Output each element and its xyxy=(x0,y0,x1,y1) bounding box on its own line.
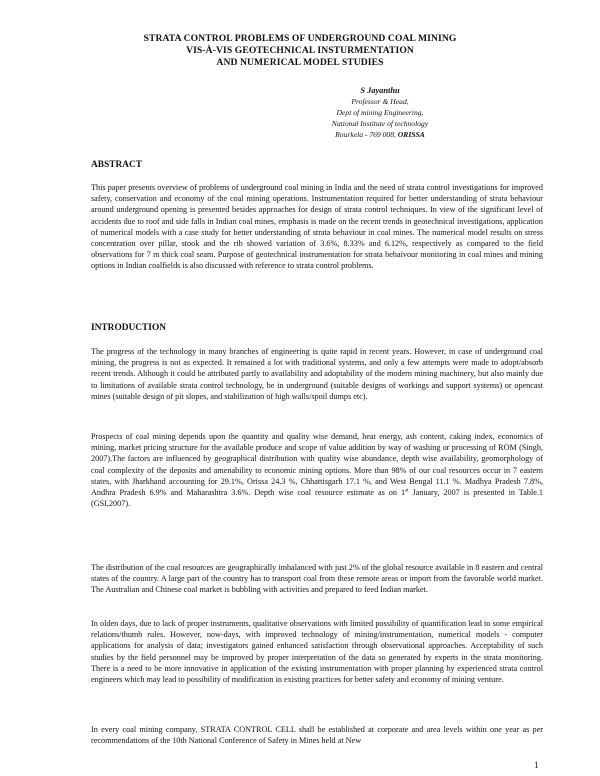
title-line-1: STRATA CONTROL PROBLEMS OF UNDERGROUND COAL MINING xyxy=(143,33,457,44)
author-state: ORISSA xyxy=(397,130,425,139)
intro-paragraph-5: In every coal mining company, STRATA CONTROL CELL shall be established at corporate and area levels within one year as per recommendations of the 10th National Conference of Safety in Mines held at New xyxy=(91,725,543,746)
author-position: Professor & Head, xyxy=(351,97,409,106)
introduction-heading: INTRODUCTION xyxy=(91,323,167,333)
author-city: Rourkela - 769 008, xyxy=(335,130,398,139)
author-department: Dept of mining Engineering, xyxy=(336,108,424,117)
author-name: S Jayanthu xyxy=(360,86,400,95)
author-institute: National Institute of technology xyxy=(331,119,429,128)
superscript-st: st xyxy=(405,488,409,494)
title-line-3: AND NUMERICAL MODEL STUDIES xyxy=(216,57,384,68)
abstract-text: This paper presents overview of problems of underground coal mining in India and the need of strata control investigations for improved safety, conservation and economy of the coal mining operations. Instrumentation required for better understanding of strata behaviour around underground opening is presented besides approaches for design of strata control techniques. In view of the significant level of accidents due to roof and side falls in Indian coal mines, emphasis is made on the recent trends in geotechnical investigations, application of numerical models with a case study for better understanding of strata behaviour in coal mines. The numerical model results on stress concentration over pillar, stook and the rib showed variation of 3.6%, 8.33% and 6.12%, respectively as compared to the field observations for 7 m thick coal seam. Purpose of geotechnical instrumentation for strata behaivour monitoring in coal mines and mining options in Indian coalfields is also discussed with reference to strata control problems. xyxy=(91,183,543,271)
author-block xyxy=(280,85,480,140)
page-number: 1 xyxy=(534,760,539,770)
intro-paragraph-1: The progress of the technology in many branches of engineering is quite rapid in recent years. However, in case of underground coal mining, the progress is not as expected. It remained a lot with traditional systems, and only a few attempts were made to adopt/absorb recent trends. Although it could be attributed partly to availability and adoptability of the modern mining machinery, but also mainly due to limitations of available strata control technology, be in underground (suitable designs of workings and support systems) or opencast mines (suitable design of pit slopes, and stabilization of high walls/spoil dumps etc). xyxy=(91,347,543,401)
abstract-heading: ABSTRACT xyxy=(91,160,143,170)
intro-paragraph-2 xyxy=(91,431,543,509)
intro-paragraph-4: In olden days, due to lack of proper instruments, qualitative observations with limited possibility of quantification lead to some empirical relations/thumb rules. However, now-days, with improved technology of mining/instrumentation, numerical models - computer applications for analysis of data; investigators gained enhanced satisfaction through observational approaches. Acceptability of such studies by the field personnel may be improved by proper interpretation of the data so generated by experts in the strata monitoring. There is a need to be more innovative in application of the existing instrumentation with proper planning by experienced strata control engineers which may lead to possibility of modification in existing practices for better safety and economy of mining venture. xyxy=(91,619,543,685)
intro-paragraph-2-main: Prospects of coal mining depends upon the quantity and quality wise demand, heat energy, ash content, caking index, economics of mining, market pricing structure for the available produce and scope of value addition by way of washing or processing of ROM (Singh, 2007).The factors are influenced by geographical distribution with quality wise abundance, depth wise availability, geomorphology of coal complexity of the deposits and amenability to economic mining options. More than 98% of our coal resources occur in 7 eastern states, with Jharkhand accounting for 29.1%, Orissa 24.3 %, Chhattisgarh 17.1 %, and West Bengal 11.1 %. Madhya Pradesh 7.8%, Andhra Pradesh 6.9% and Maharashtra 3.6%. Depth wise coal resource estimate as on 1 xyxy=(91,432,543,498)
title-line-2: VIS-À-VIS GEOTECHNICAL INSTURMENTATION xyxy=(186,45,414,56)
intro-paragraph-2-end: January, 2007 is presented in Table.1 (GSI,2007). xyxy=(91,488,544,509)
paper-title xyxy=(60,33,540,69)
intro-paragraph-3: The distribution of the coal resources are geographically imbalanced with just 2% of the global resource available in 8 eastern and central states of the country. A large part of the country has to transport coal from these remote areas or import from the favorable world market. The Australian and Chinese coal market is bubbling with activities and prepared to feed Indian market. xyxy=(91,563,543,595)
author-address xyxy=(280,129,480,140)
